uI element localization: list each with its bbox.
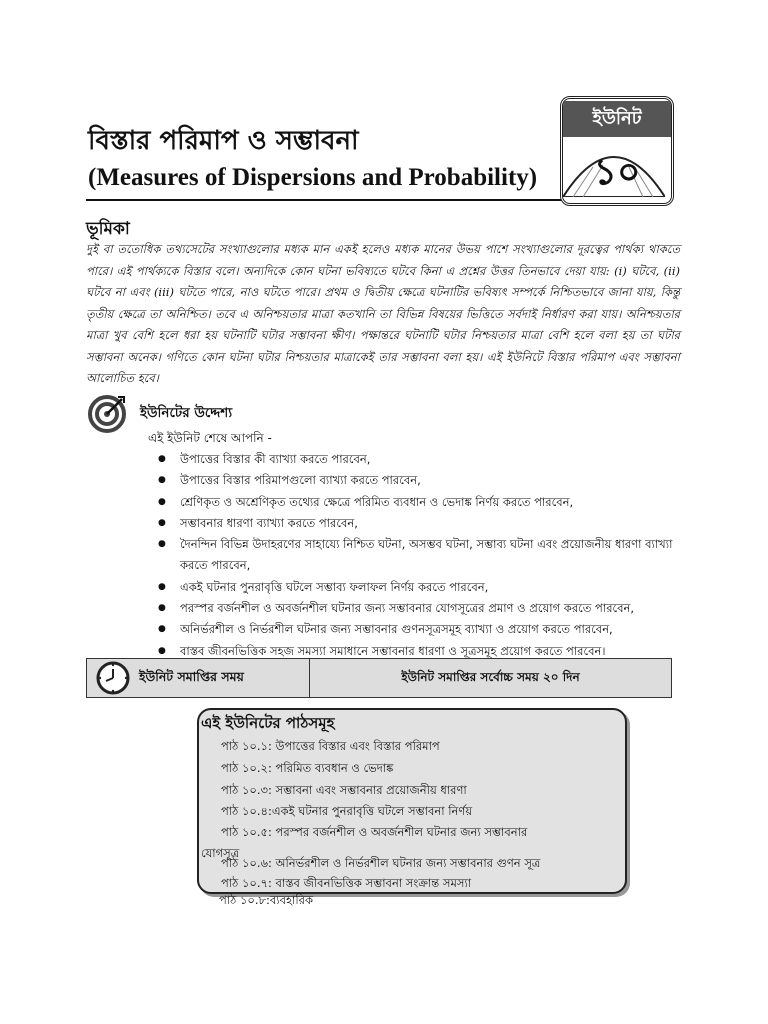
unit-number: ১০	[593, 151, 641, 193]
lesson-item: পাঠ ১০.৬: অনির্ভরশীল ও নির্ভরশীল ঘটনার জন্য সম্ভাবনার গুণন সূত্র	[221, 856, 541, 870]
unit-badge	[560, 96, 674, 206]
lesson-item: পাঠ ১০.৪:একই ঘটনার পুনরাবৃত্তি ঘটলে সম্ভাবনা নির্ণয়	[221, 804, 473, 818]
intro-paragraph: দুই বা ততোধিক তথ্যসেটের সংখ্যাগুলোর মধ্যক মান একই হলেও মধ্যক মানের উভয় পাশে সংখ্যাগুলোর দূরত্বের পার্থক্য থাকতে পারে। এই পার্থক্যকে বিস্তার বলে। অন্যদিকে কোন ঘটনা ভবিষ্যতে ঘটবে কিনা এ প্রশ্নের উত্তর তিনভাবে দেয়া যায়: (i) ঘটবে, (ii) ঘটবে না এবং (iii) ঘটতে পারে, নাও ঘটতে পারে। প্রথম ও দ্বিতীয় ক্ষেত্রে ঘটনাটির ভবিষ্যৎ সম্পর্কে নিশ্চিতভাবে জানা যায়, কিন্তু তৃতীয় ক্ষেত্রে তা অনিশ্চিত। তবে এ অনিশ্চয়তার মাত্রা কতখানি তা বিভিন্ন বিষয়ের ভিত্তিতে সর্বদাই নির্ধারণ করা যায়। অনিশ্চয়তার মাত্রা খুব বেশি হলে ধরা হয় ঘটনাটি ঘটার সম্ভাবনা ক্ষীণ। পক্ষান্তরে ঘটনাটি ঘটার নিশ্চয়তার মাত্রা বেশি হলে বলা হয় তা ঘটার সম্ভাবনা অনেক। গণিতে কোন ঘটনা ঘটার নিশ্চয়তার মাত্রাকেই তার সম্ভাবনা বলা হয়। এই ইউনিটে বিস্তার পরিমাপ এবং সম্ভাবনা আলোচিত হবে।	[86, 242, 680, 385]
clock-icon	[95, 661, 131, 695]
lesson-item: পাঠ ১০.৩: সম্ভাবনা এবং সম্ভাবনার প্রয়োজনীয় ধারণা	[221, 783, 467, 797]
lessons-heading: এই ইউনিটের পাঠসমূহ	[201, 714, 335, 732]
list-item: ● উপাত্তের বিস্তার পরিমাপগুলো ব্যাখ্যা করতে পারবেন,	[150, 470, 682, 491]
objectives-heading: ইউনিটের উদ্দেশ্য	[140, 405, 233, 421]
lesson-item: পাঠ ১০.৭: বাস্তব জীবনভিত্তিক সম্ভাবনা সংক্রান্ত সমস্যা	[221, 876, 472, 890]
intro-heading: ভূমিকা	[86, 219, 130, 239]
target-icon	[88, 393, 128, 433]
list-item: ● পরস্পর বর্জনশীল ও অবর্জনশীল ঘটনার জন্য সম্ভাবনার যোগসূত্রের প্রমাণ ও প্রয়োগ করতে পারবেন,	[150, 598, 682, 619]
list-item: ● অনির্ভরশীল ও নির্ভরশীল ঘটনার জন্য সম্ভাবনার গুণনসূত্রসমূহ ব্যাখ্যা ও প্রয়োগ করতে পারবেন,	[150, 619, 682, 640]
list-item: ● উপাত্তের বিস্তার কী ব্যাখ্যা করতে পারবেন,	[150, 449, 682, 470]
lessons-box	[197, 708, 627, 894]
list-item: ● বাস্তব জীবনভিত্তিক সহজ সমস্যা সমাধানে সম্ভাবনার ধারণা ও সূত্রসমূহ প্রয়োগ করতে পারবেন।	[150, 641, 682, 662]
unit-time-box	[86, 658, 672, 698]
time-label-cell	[87, 659, 310, 697]
list-item: ● শ্রেণিকৃত ও অশ্রেণিকৃত তথ্যের ক্ষেত্রে পরিমিত ব্যবধান ও ভেদাঙ্ক নির্ণয় করতে পারবেন,	[150, 492, 682, 513]
objectives-lead: এই ইউনিট শেষে আপনি -	[148, 431, 272, 445]
unit-badge-label: ইউনিট	[563, 101, 671, 137]
lesson-item: পাঠ ১০.২: পরিমিত ব্যবধান ও ভেদাঙ্ক	[221, 761, 394, 775]
list-item: ● একই ঘটনার পুনরাবৃত্তি ঘটলে সম্ভাব্য ফলাফল নির্ণয় করতে পারবেন,	[150, 577, 682, 598]
lesson-item: পাঠ ১০.৮:ব্যবহারিক	[219, 893, 314, 907]
unit-title-english: (Measures of Dispersions and Probability)	[88, 164, 538, 191]
lesson-item: পাঠ ১০.১: উপাত্তের বিস্তার এবং বিস্তার পরিমাপ	[221, 739, 440, 753]
time-value: ইউনিট সমাপ্তির সর্বোচ্চ সময় ২০ দিন	[401, 670, 580, 684]
time-label: ইউনিট সমাপ্তির সময়	[139, 669, 244, 684]
lesson-item-continuation: যোগসূত্র	[201, 846, 240, 860]
list-item: ● দৈনন্দিন বিভিন্ন উদাহরণের সাহায্যে নিশ্চিত ঘটনা, অসম্ভব ঘটনা, সম্ভাব্য ঘটনা এবং প্রয়োজনীয় ধারণা ব্যাখ্যা করতে পারবেন,	[150, 534, 682, 577]
objectives-list	[150, 449, 682, 662]
list-item: ● সম্ভাবনার ধারণা ব্যাখ্যা করতে পারবেন,	[150, 513, 682, 534]
lesson-item: পাঠ ১০.৫: পরস্পর বর্জনশীল ও অবর্জনশীল ঘটনার জন্য সম্ভাবনার	[221, 825, 528, 839]
unit-title-bengali: বিস্তার পরিমাপ ও সম্ভাবনা	[88, 126, 359, 156]
